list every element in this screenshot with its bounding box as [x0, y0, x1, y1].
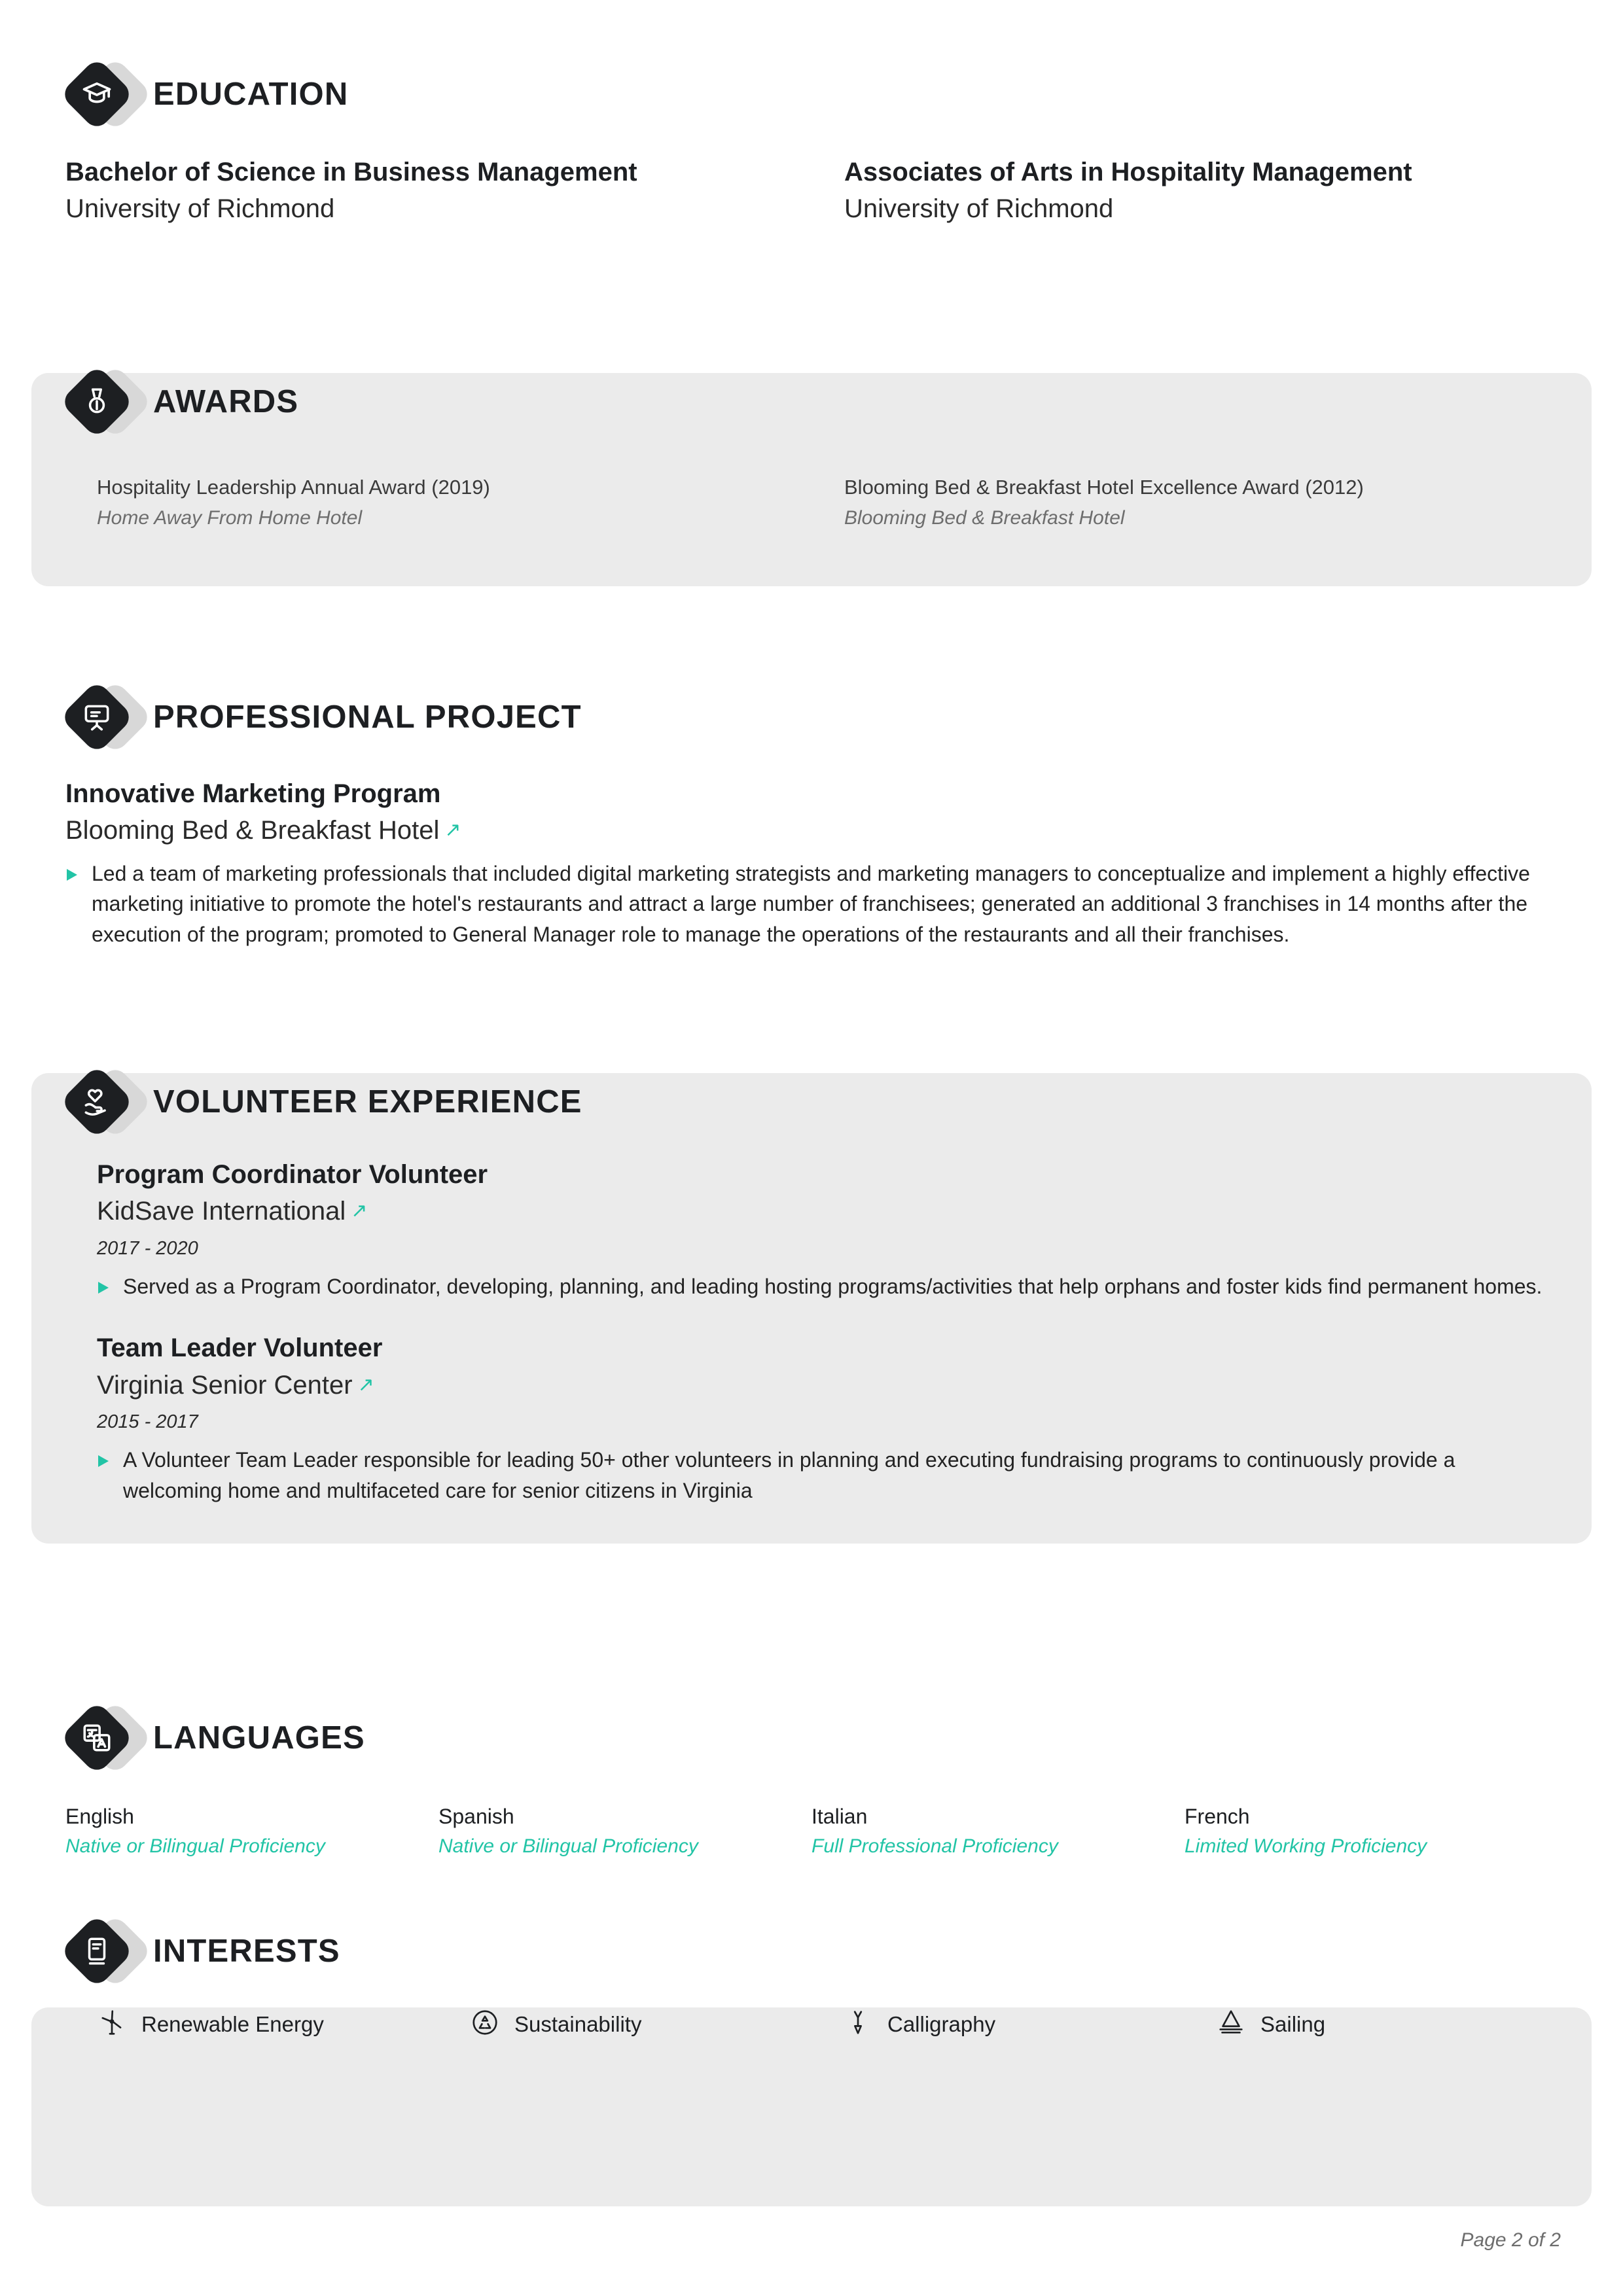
external-link-icon[interactable]: ↗ — [444, 819, 461, 841]
volunteer-title: VOLUNTEER EXPERIENCE — [153, 1084, 582, 1120]
award-entry — [844, 476, 1592, 529]
language-level: Native or Bilingual Proficiency — [65, 1835, 325, 1857]
interests-panel — [31, 2007, 1592, 2206]
language-item — [812, 1805, 1185, 1858]
interests-section — [0, 1924, 1623, 2206]
awards-title: AWARDS — [153, 384, 299, 419]
education-degree: Bachelor of Science in Business Management — [65, 158, 637, 186]
project-name: Innovative Marketing Program — [65, 779, 441, 808]
languages-grid — [65, 1805, 1558, 1858]
graduation-cap-icon — [60, 58, 134, 131]
external-link-icon[interactable]: ↗ — [357, 1373, 374, 1396]
volunteer-org: KidSave International — [97, 1197, 346, 1226]
award-org: Blooming Bed & Breakfast Hotel — [844, 507, 1125, 529]
volunteer-dates: 2015 - 2017 — [97, 1411, 198, 1433]
interest-label: Sailing — [1260, 2011, 1326, 2036]
sailboat-icon — [1216, 2007, 1246, 2041]
book-hand-icon — [60, 1915, 134, 1988]
volunteer-org: Virginia Senior Center — [97, 1370, 353, 1400]
awards-section — [0, 373, 1623, 586]
project-header — [0, 680, 1623, 754]
awards-header — [0, 365, 298, 438]
project-title-heading: PROFESSIONAL PROJECT — [153, 699, 582, 735]
education-school: University of Richmond — [65, 194, 335, 224]
interest-item — [97, 2007, 470, 2041]
education-title: EDUCATION — [153, 77, 349, 112]
volunteer-description: A Volunteer Team Leader responsible for leading 50+ other volunteers in planning and executing fundraising programs to continuously provide a welcoming home and multifaceted care for senior citizens in Virginia — [123, 1448, 1455, 1502]
education-entries — [65, 157, 1623, 225]
education-degree: Associates of Arts in Hospitality Management — [844, 158, 1412, 186]
interest-label: Sustainability — [514, 2011, 642, 2036]
education-school: University of Richmond — [844, 194, 1114, 224]
education-entry — [65, 157, 844, 225]
language-level: Native or Bilingual Proficiency — [438, 1835, 698, 1857]
bullet-marker — [97, 1280, 111, 1298]
interests-grid — [97, 2007, 1589, 2041]
award-title: Blooming Bed & Breakfast Hotel Excellence Award (2012) — [844, 476, 1364, 499]
interest-label: Calligraphy — [887, 2011, 996, 2036]
fountain-pen-icon — [843, 2007, 873, 2041]
language-name: Italian — [812, 1805, 868, 1828]
volunteer-panel — [31, 1073, 1592, 1544]
project-description: Led a team of marketing professionals that included digital marketing strategists and marketing managers to conceptualize and implement a highly effective marketing initiative to promote the hotel's restaurants and attract a large number of franchisees; generated an additional 3 franchises in 14 months after the execution of the program; promoted to General Manager role to manage the operations of the restaurants and all their franchises. — [92, 861, 1530, 946]
project-org: Blooming Bed & Breakfast Hotel — [65, 816, 440, 845]
wind-turbine-icon — [97, 2007, 127, 2041]
interest-item — [470, 2007, 843, 2041]
interest-label: Renewable Energy — [141, 2011, 324, 2036]
language-item — [438, 1805, 812, 1858]
volunteer-entry — [97, 1159, 1552, 1301]
recycle-globe-icon — [470, 2007, 500, 2041]
presentation-board-icon — [60, 680, 134, 754]
interests-title: INTERESTS — [153, 1934, 340, 1969]
language-level: Limited Working Proficiency — [1185, 1835, 1427, 1857]
heart-hand-icon — [60, 1065, 134, 1139]
interest-item — [1216, 2007, 1589, 2041]
bullet-marker — [65, 868, 80, 885]
bullet-marker — [97, 1454, 111, 1472]
interests-header — [0, 1915, 340, 1988]
language-item — [65, 1805, 438, 1858]
languages-title: LANGUAGES — [153, 1720, 365, 1756]
award-medal-icon — [60, 365, 134, 438]
award-entry — [97, 476, 844, 529]
volunteer-description: Served as a Program Coordinator, developing, planning, and leading hosting programs/activities that help orphans and foster kids find permanent homes. — [123, 1274, 1543, 1298]
language-name: French — [1185, 1805, 1250, 1828]
interest-item — [843, 2007, 1216, 2041]
award-org: Home Away From Home Hotel — [97, 507, 363, 529]
professional-project-section — [0, 680, 1623, 949]
language-name: Spanish — [438, 1805, 514, 1828]
education-header — [0, 58, 1623, 131]
translate-icon — [60, 1701, 134, 1775]
language-name: English — [65, 1805, 134, 1828]
volunteer-role: Program Coordinator Volunteer — [97, 1160, 488, 1189]
education-entry — [844, 157, 1623, 225]
volunteer-role: Team Leader Volunteer — [97, 1333, 383, 1363]
volunteer-header — [0, 1065, 582, 1139]
external-link-icon[interactable]: ↗ — [351, 1200, 368, 1222]
volunteer-section — [0, 1073, 1623, 1544]
language-level: Full Professional Proficiency — [812, 1835, 1058, 1857]
volunteer-entry — [97, 1333, 1552, 1506]
languages-section — [0, 1701, 1623, 1858]
language-item — [1185, 1805, 1558, 1858]
languages-header — [0, 1701, 1623, 1775]
volunteer-dates: 2017 - 2020 — [97, 1237, 198, 1259]
page-footer: Page 2 of 2 — [1460, 2229, 1561, 2251]
award-title: Hospitality Leadership Annual Award (2019) — [97, 476, 490, 499]
education-section — [0, 58, 1623, 225]
